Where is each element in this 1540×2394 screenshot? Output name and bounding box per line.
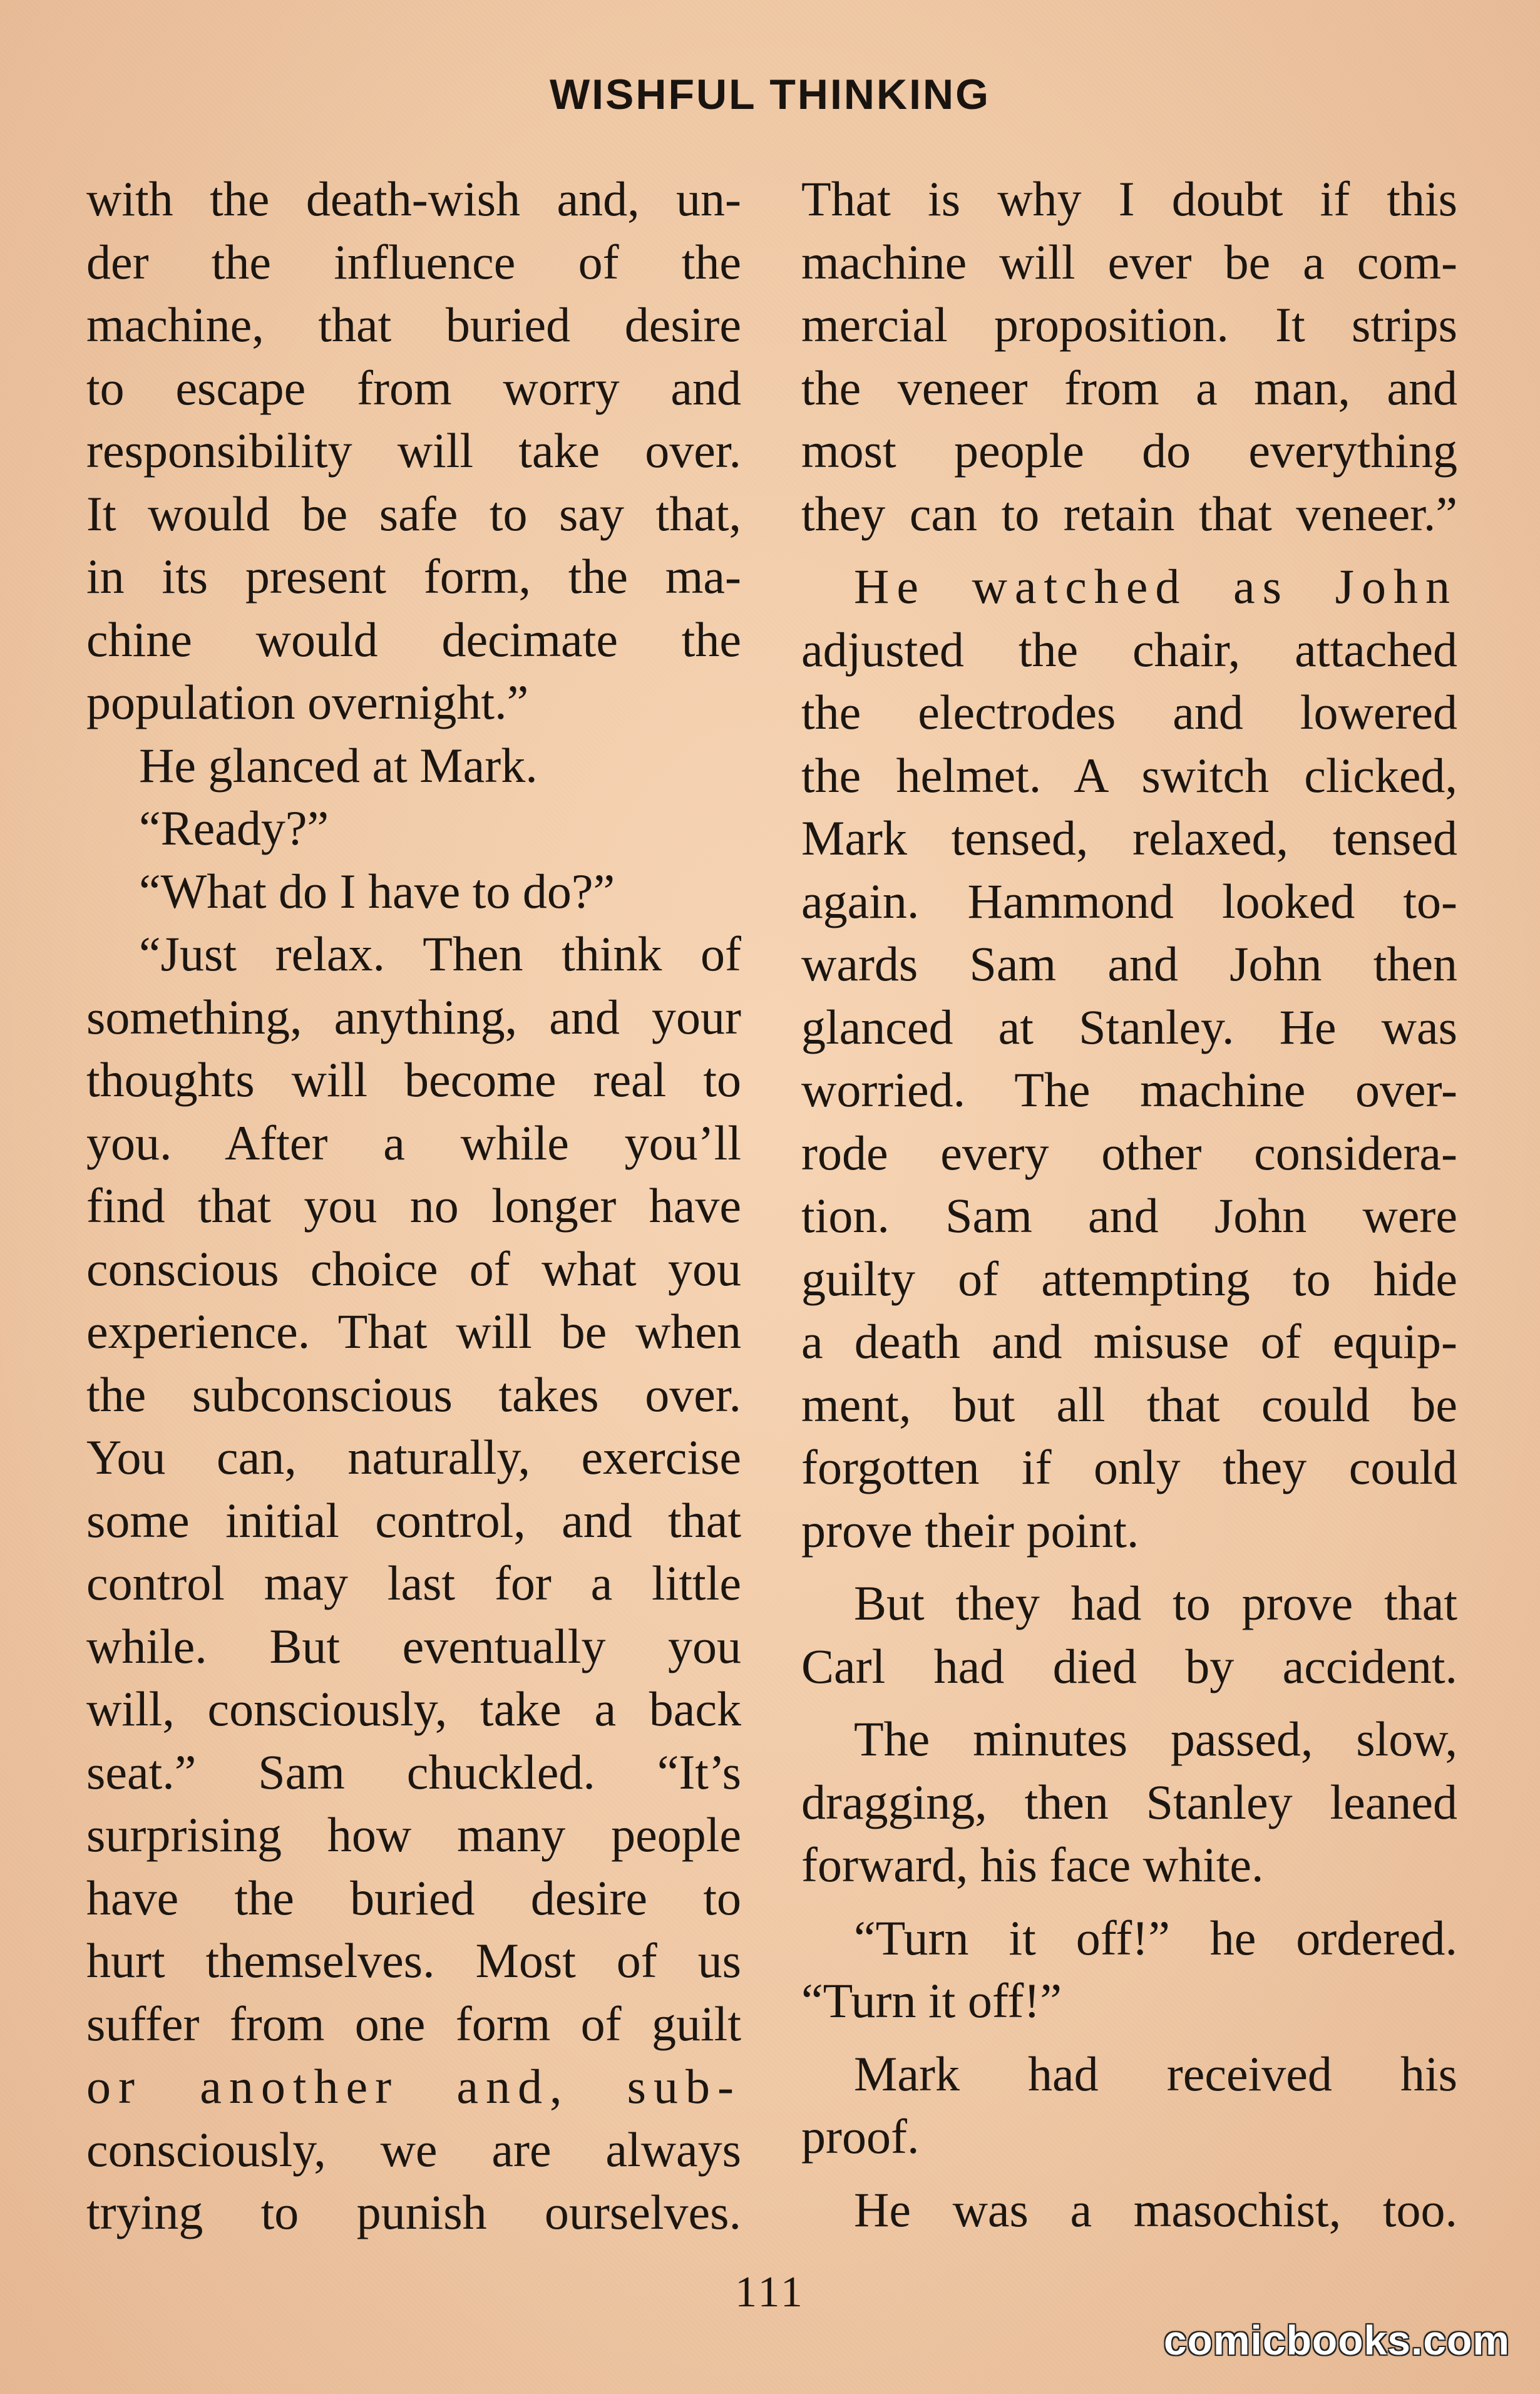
text-line: The minutes passed, slow, [854, 1712, 1457, 1766]
paragraph-gap [801, 2033, 1457, 2043]
text-line: proof. [801, 2109, 920, 2164]
text-line: He watched as John [854, 559, 1457, 614]
text-line: That is why I doubt if this [801, 172, 1457, 226]
text-line: dragging, then Stanley leaned [801, 1774, 1457, 1829]
text-line: hurt themselves. Most of us [86, 1933, 741, 1988]
text-line: responsibility will take over. [86, 423, 741, 478]
text-line: der the influence of the [86, 234, 741, 289]
text-line: ment, but all that could be [801, 1377, 1457, 1432]
text-line: tion. Sam and John were [801, 1188, 1457, 1243]
text-line: trying to punish ourselves. [86, 2185, 741, 2239]
text-line: experience. That will be when [86, 1304, 741, 1359]
text-line: control may last for a little [86, 1556, 741, 1610]
watermark: comicbooks.com [1163, 2317, 1510, 2363]
paragraph-gap [801, 1897, 1457, 1907]
text-line: most people do everything [801, 423, 1457, 478]
text-line: forward, his face white. [801, 1837, 1264, 1892]
text-line: mercial proposition. It strips [801, 297, 1457, 352]
text-line: have the buried desire to [86, 1870, 741, 1925]
text-line: “Ready?” [139, 801, 329, 855]
text-line: But they had to prove that [854, 1576, 1457, 1630]
text-line: machine, that buried desire [86, 297, 741, 352]
right-text-column [801, 168, 1457, 2241]
text-line: He glanced at Mark. [139, 737, 538, 793]
text-line: prove their point. [801, 1503, 1139, 1558]
text-line: wards Sam and John then [801, 937, 1457, 991]
text-line: It would be safe to say that, [86, 486, 741, 541]
text-line: or another and, sub- [86, 2059, 741, 2114]
text-line: guilty of attempting to hide [801, 1251, 1457, 1306]
text-line: will, consciously, take a back [86, 1682, 741, 1736]
page-number: 111 [735, 2268, 805, 2316]
paragraph-gap [801, 1562, 1457, 1572]
text-line: with the death-wish and, un- [86, 172, 741, 226]
text-line: consciously, we are always [86, 2122, 741, 2177]
text-line: suffer from one form of guilt [86, 1996, 741, 2051]
text-line: You can, naturally, exercise [86, 1430, 741, 1484]
text-line: they can to retain that veneer.” [801, 486, 1457, 541]
text-line: Mark tensed, relaxed, tensed [801, 811, 1457, 865]
text-line: to escape from worry and [86, 360, 741, 415]
text-line: the subconscious takes over. [86, 1367, 741, 1422]
text-line: forgotten if only they could [801, 1440, 1457, 1494]
text-line: chine would decimate the [86, 612, 741, 667]
paragraph-gap [801, 545, 1457, 555]
text-line: glanced at Stanley. He was [801, 999, 1457, 1054]
text-line: some initial control, and that [86, 1492, 741, 1548]
text-line: seat.” Sam chuckled. “It’s [86, 1744, 741, 1799]
text-line: “Just relax. Then think of [139, 927, 741, 981]
text-line: Carl had died by accident. [801, 1638, 1457, 1693]
text-line: in its present form, the ma- [86, 549, 741, 604]
text-line: find that you no longer have [86, 1178, 741, 1233]
text-line: the electrodes and lowered [801, 685, 1457, 739]
text-line: Mark had received his [854, 2046, 1457, 2101]
text-line: population overnight.” [86, 675, 529, 729]
text-line: while. But eventually you [86, 1618, 741, 1673]
text-line: surprising how many people [86, 1807, 741, 1862]
left-text-column [86, 168, 741, 2244]
text-line: again. Hammond looked to- [801, 873, 1457, 928]
text-line: machine will ever be a com- [801, 234, 1457, 289]
running-head: WISHFUL THINKING [549, 71, 991, 118]
text-line: something, anything, and your [86, 989, 741, 1044]
text-line: “What do I have to do?” [139, 863, 615, 918]
text-line: adjusted the chair, attached [801, 622, 1457, 677]
text-line: “Turn it off!” he ordered. [854, 1910, 1457, 1965]
text-line: rode every other considera- [801, 1125, 1457, 1180]
text-line: thoughts will become real to [86, 1052, 741, 1107]
text-line: a death and misuse of equip- [801, 1314, 1457, 1369]
text-line: the veneer from a man, and [801, 360, 1457, 415]
text-line: the helmet. A switch clicked, [801, 747, 1457, 803]
text-line: you. After a while you’ll [86, 1115, 741, 1170]
paragraph-gap [801, 2169, 1457, 2179]
paragraph-gap [801, 1698, 1457, 1708]
text-line: “Turn it off!” [801, 1973, 1062, 2028]
text-line: conscious choice of what you [86, 1241, 741, 1296]
text-line: worried. The machine over- [801, 1062, 1457, 1117]
text-line: He was a masochist, too. [854, 2182, 1457, 2237]
